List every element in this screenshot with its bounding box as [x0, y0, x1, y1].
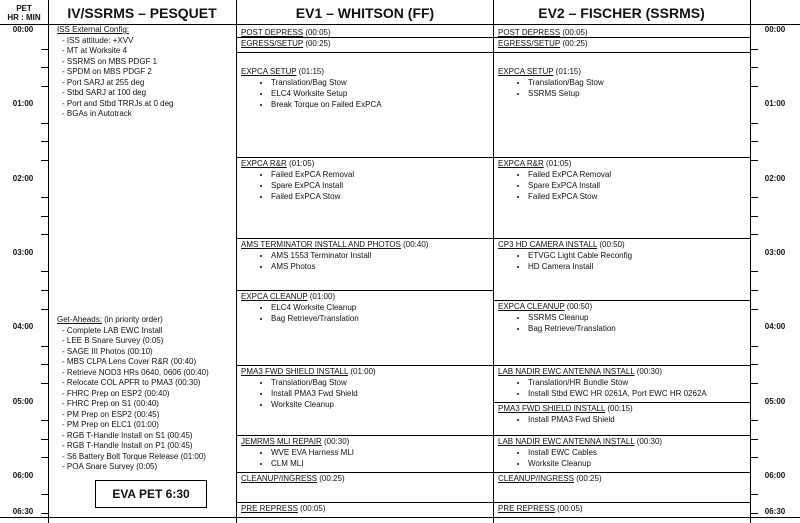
activity-duration: (00:05) — [554, 504, 583, 513]
config-item: - SPDM on MBS PDGF 2 — [62, 67, 152, 76]
get-ahead-item: - PM Prep on ESP2 (00:45) — [62, 409, 160, 419]
time-label-left: 02:00 — [12, 174, 34, 183]
activity-title: PMA3 FWD SHIELD INSTALL — [241, 367, 349, 376]
pet-header-line2: HR : MIN — [7, 13, 41, 22]
activity-duration: (00:05) — [560, 28, 588, 37]
activity-step: • Install PMA3 Fwd Shield — [271, 388, 489, 399]
activity-duration: (00:30) — [634, 437, 663, 446]
time-tick — [41, 383, 48, 384]
activity-title: AMS TERMINATOR INSTALL AND PHOTOS — [241, 240, 401, 249]
get-ahead-item: - Retrieve NOD3 HRs 0640, 0606 (00:40) — [62, 367, 209, 377]
time-tick — [41, 123, 48, 124]
activity-step: • CLM MLI — [271, 458, 489, 469]
activity-step: • AMS 1553 Terminator Install — [271, 250, 489, 261]
get-ahead-item: - RGB T-Handle Install on S1 (00:45) — [62, 430, 193, 440]
activity-step: • Failed ExPCA Removal — [271, 169, 489, 180]
time-tick — [751, 439, 758, 440]
time-tick — [751, 86, 758, 87]
activity-step: • SSRMS Setup — [528, 88, 746, 99]
time-label-left: 00:00 — [12, 25, 34, 34]
ev2-activity-block — [498, 436, 746, 469]
activity-duration: (00:30) — [634, 367, 663, 376]
block-divider — [494, 52, 750, 53]
activity-step: • Bag Retrieve/Translation — [528, 323, 746, 334]
pet-header-line1: PET — [16, 4, 32, 13]
activity-step: • ELC4 Worksite Setup — [271, 88, 489, 99]
time-label-left: 04:00 — [12, 322, 34, 331]
activity-step: • HD Camera Install — [528, 261, 746, 272]
eva-pet-box: EVA PET 6:30 — [95, 480, 207, 508]
activity-step: • Failed ExPCA Stow — [271, 191, 489, 202]
activity-duration: (01:15) — [296, 67, 325, 76]
activity-duration: (00:25) — [560, 39, 588, 48]
activity-title: EXPCA SETUP — [241, 67, 297, 76]
activity-title: PRE REPRESS — [498, 504, 555, 513]
get-aheads-title: Get-Aheads: — [57, 315, 102, 324]
time-tick — [751, 234, 758, 235]
activity-duration: (00:50) — [564, 302, 593, 311]
ev2-activity-block — [498, 403, 746, 425]
iss-config-block — [57, 25, 173, 120]
activity-duration: (01:05) — [286, 159, 315, 168]
activity-title: LAB NADIR EWC ANTENNA INSTALL — [498, 437, 635, 446]
time-tick — [751, 271, 758, 272]
activity-duration: (00:25) — [303, 39, 331, 48]
time-label-left: 01:00 — [12, 99, 34, 108]
activity-title: EXPCA CLEANUP — [498, 302, 565, 311]
activity-step: • Failed ExPCA Removal — [528, 169, 746, 180]
activity-duration: (01:05) — [543, 159, 572, 168]
ev2-activity-block — [498, 38, 746, 49]
activity-title: EGRESS/SETUP — [241, 39, 304, 48]
time-label-right: 05:00 — [764, 397, 786, 406]
activity-title: CLEANUP/INGRESS — [498, 474, 575, 483]
time-label-right: 06:00 — [764, 471, 786, 480]
activity-step: • Translation/Bag Stow — [528, 77, 746, 88]
activity-step: • Translation/Bag Stow — [271, 77, 489, 88]
activity-title: LAB NADIR EWC ANTENNA INSTALL — [498, 367, 635, 376]
activity-step: • AMS Photos — [271, 261, 489, 272]
bottom-border — [0, 517, 800, 518]
ev2-activity-block — [498, 301, 746, 334]
ev2-activity-block — [498, 473, 746, 484]
activity-title: PMA3 FWD SHIELD INSTALL — [498, 404, 606, 413]
time-tick — [751, 346, 758, 347]
activity-step: • Translation/Bag Stow — [271, 377, 489, 388]
activity-title: PRE REPRESS — [241, 504, 298, 513]
time-tick — [41, 364, 48, 365]
ev2-column-header: EV2 – FISCHER (SSRMS) — [538, 5, 705, 21]
time-tick — [41, 160, 48, 161]
ev1-activity-block — [241, 38, 489, 49]
activity-step: • Break Torque on Failed ExPCA — [271, 99, 489, 110]
activity-step: • Spare ExPCA Install — [271, 180, 489, 191]
activity-title: POST DEPRESS — [498, 28, 561, 37]
get-ahead-item: - MBS CLPA Lens Cover R&R (00:40) — [62, 357, 197, 366]
activity-step: • Failed ExPCA Stow — [528, 191, 746, 202]
activity-title: EXPCA CLEANUP — [241, 292, 308, 301]
time-tick — [41, 197, 48, 198]
get-ahead-item: - SAGE III Photos (00:10) — [62, 346, 153, 356]
activity-step: • WVE EVA Harness MLI — [271, 447, 489, 458]
time-tick — [41, 290, 48, 291]
activity-step: • SSRMS Cleanup — [528, 312, 746, 323]
get-ahead-item: - FHRC Prep on S1 (00:40) — [62, 399, 159, 408]
activity-duration: (00:05) — [303, 28, 331, 37]
activity-title: CP3 HD CAMERA INSTALL — [498, 240, 598, 249]
ev2-activity-block — [498, 366, 746, 399]
ev2-activity-block — [498, 239, 746, 272]
time-tick — [41, 513, 48, 514]
column-divider-4 — [750, 0, 751, 523]
activity-title: POST DEPRESS — [241, 28, 304, 37]
time-tick — [41, 49, 48, 50]
activity-duration: (00:40) — [400, 240, 429, 249]
block-divider — [237, 52, 493, 53]
ev1-activity-block — [241, 503, 489, 514]
activity-step: • Install PMA3 Fwd Shield — [528, 414, 746, 425]
time-tick — [41, 439, 48, 440]
activity-duration: (00:25) — [317, 474, 345, 483]
get-aheads-block — [57, 315, 209, 473]
time-tick — [751, 457, 758, 458]
activity-duration: (00:05) — [297, 504, 326, 513]
activity-duration: (01:15) — [553, 67, 582, 76]
ev2-activity-block — [498, 158, 746, 202]
time-tick — [751, 383, 758, 384]
get-ahead-item: - PM Prep on ELC1 (01:00) — [62, 420, 159, 429]
time-tick — [751, 364, 758, 365]
ev2-activity-block — [498, 66, 746, 99]
activity-duration: (01:00) — [348, 367, 376, 376]
get-ahead-item: - S6 Battery Bolt Torque Release (01:00) — [62, 451, 206, 461]
time-tick — [41, 271, 48, 272]
ev1-activity-block — [241, 436, 489, 469]
column-divider-1 — [48, 0, 49, 523]
time-tick — [751, 197, 758, 198]
get-ahead-item: - Complete LAB EWC Install — [62, 325, 163, 335]
get-ahead-item: - FHRC Prep on ESP2 (00:40) — [62, 388, 170, 398]
time-tick — [41, 420, 48, 421]
activity-step: • ETVGC Light Cable Reconfig — [528, 250, 746, 261]
activity-step: • Spare ExPCA Install — [528, 180, 746, 191]
config-item: - ISS attitude: +XVV — [62, 35, 134, 45]
activity-title: EGRESS/SETUP — [498, 39, 561, 48]
activity-duration: (00:25) — [574, 474, 602, 483]
time-tick — [751, 420, 758, 421]
activity-duration: (00:15) — [605, 404, 633, 413]
time-tick — [41, 234, 48, 235]
ev1-activity-block — [241, 158, 489, 202]
time-tick — [41, 141, 48, 142]
activity-step: • Bag Retrieve/Translation — [271, 313, 489, 324]
time-label-right: 06:30 — [764, 507, 786, 516]
time-tick — [751, 160, 758, 161]
time-label-right: 01:00 — [764, 99, 786, 108]
ev1-activity-block — [241, 473, 489, 484]
column-divider-2 — [236, 0, 237, 523]
iv-column-header: IV/SSRMS – PESQUET — [67, 5, 217, 21]
config-item: - MT at Worksite 4 — [62, 46, 128, 55]
activity-title: EXPCA R&R — [241, 159, 287, 168]
activity-step: • Install EWC Cables — [528, 447, 746, 458]
activity-step: • Translation/HR Bundle Stow — [528, 377, 746, 388]
get-ahead-item: - POA Snare Survey (0:05) — [62, 462, 158, 471]
activity-title: CLEANUP/INGRESS — [241, 474, 318, 483]
config-item: - Stbd SARJ at 100 deg — [62, 88, 147, 97]
get-ahead-item: - Relocate COL APFR to PMA3 (00:30) — [62, 378, 201, 387]
time-label-left: 05:00 — [12, 397, 34, 406]
get-ahead-item: - LEE B Snare Survey (0:05) — [62, 336, 164, 345]
time-label-right: 00:00 — [764, 25, 786, 34]
activity-step: • Worksite Cleanup — [271, 399, 489, 410]
activity-step: • ELC4 Worksite Cleanup — [271, 302, 489, 313]
time-tick — [41, 309, 48, 310]
time-tick — [751, 309, 758, 310]
time-tick — [41, 216, 48, 217]
time-label-left: 06:00 — [12, 471, 34, 480]
get-aheads-suffix: (in priority order) — [101, 315, 163, 324]
config-item: - SSRMS on MBS PDGF 1 — [62, 56, 158, 66]
time-tick — [41, 457, 48, 458]
time-tick — [751, 494, 758, 495]
activity-title: EXPCA SETUP — [498, 67, 554, 76]
time-label-right: 03:00 — [764, 248, 786, 257]
activity-duration: (00:50) — [597, 240, 625, 249]
time-tick — [751, 123, 758, 124]
config-item: - Port and Stbd TRRJs at 0 deg — [62, 98, 174, 108]
activity-title: EXPCA R&R — [498, 159, 544, 168]
ev1-activity-block — [241, 239, 489, 272]
time-tick — [751, 49, 758, 50]
time-label-left: 03:00 — [12, 248, 34, 257]
time-tick — [751, 141, 758, 142]
ev2-activity-block — [498, 503, 746, 514]
iss-config-title: ISS External Config: — [57, 25, 130, 34]
time-tick — [41, 494, 48, 495]
get-ahead-item: - RGB T-Handle Install on P1 (00:45) — [62, 441, 193, 450]
activity-duration: (00:30) — [321, 437, 350, 446]
time-label-right: 04:00 — [764, 322, 786, 331]
pet-header — [0, 2, 48, 24]
config-item: - Port SARJ at 255 deg — [62, 77, 145, 87]
activity-title: JEMRMS MLI REPAIR — [241, 437, 322, 446]
time-tick — [751, 216, 758, 217]
ev1-column-header: EV1 – WHITSON (FF) — [295, 5, 435, 21]
config-item: - BGAs in Autotrack — [62, 109, 132, 118]
ev1-activity-block — [241, 66, 489, 110]
time-tick — [41, 346, 48, 347]
time-tick — [41, 67, 48, 68]
ev1-activity-block — [241, 291, 489, 324]
activity-step: • Install Stbd EWC HR 0261A, Port EWC HR 0262A — [528, 388, 746, 399]
time-label-right: 02:00 — [764, 174, 786, 183]
column-divider-3 — [493, 0, 494, 523]
time-tick — [751, 290, 758, 291]
activity-step: • Worksite Cleanup — [528, 458, 746, 469]
time-label-left: 06:30 — [12, 507, 34, 516]
time-tick — [41, 86, 48, 87]
activity-duration: (01:00) — [307, 292, 336, 301]
time-tick — [751, 67, 758, 68]
ev1-activity-block — [241, 366, 489, 410]
